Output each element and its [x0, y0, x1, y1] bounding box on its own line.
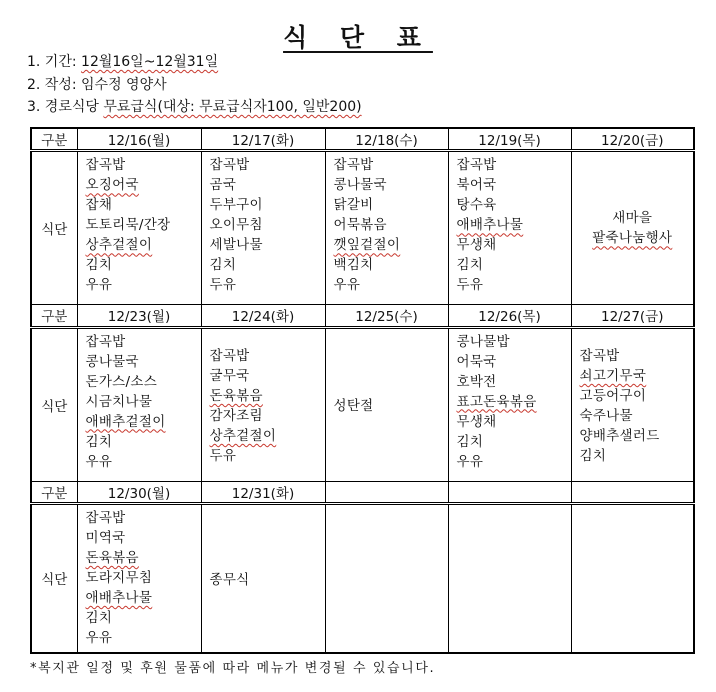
menu-item: 표고돈육볶음 — [456, 393, 537, 410]
menu-item: 탕수육 — [456, 197, 497, 214]
menu-item: 시금치나물 — [85, 393, 153, 410]
menu-item: 두유 — [209, 448, 237, 465]
menu-item: 닭갈비 — [333, 197, 374, 214]
menu-item: 콩나물밥 — [456, 333, 510, 350]
gubun-label: 구분 — [31, 305, 77, 327]
menu-cell — [325, 151, 448, 305]
menu-row — [31, 327, 694, 481]
menu-item: 숙주나물 — [579, 408, 633, 425]
date-cell: 12/26(목) — [448, 305, 571, 327]
info-dining-label: 3. 경로식당 — [27, 99, 104, 115]
date-cell: 12/17(화) — [201, 128, 325, 151]
date-cell: 12/31(화) — [201, 481, 325, 503]
menu-cell — [571, 151, 694, 305]
menu-item: 김치 — [85, 257, 113, 274]
menu-item: 세발나물 — [209, 237, 263, 254]
menu-item: 애배추나물 — [85, 589, 153, 606]
sikdan-label: 식단 — [31, 503, 77, 653]
menu-item: 두유 — [456, 277, 484, 294]
menu-cell — [571, 503, 694, 653]
menu-item: 북어국 — [456, 177, 497, 194]
date-cell — [448, 481, 571, 503]
menu-row — [31, 503, 694, 653]
menu-item: 김치 — [85, 609, 113, 626]
menu-item: 우유 — [85, 629, 113, 646]
menu-item: 오이무침 — [209, 217, 263, 234]
menu-item: 무생채 — [456, 413, 497, 430]
date-cell: 12/24(화) — [201, 305, 325, 327]
gubun-label: 구분 — [31, 128, 77, 151]
menu-item: 우유 — [456, 453, 484, 470]
menu-cell — [325, 503, 448, 653]
info-author: 2. 작성: 임수정 영양사 — [27, 77, 167, 93]
menu-item: 두유 — [209, 277, 237, 294]
sikdan-label: 식단 — [31, 151, 77, 305]
menu-item: 우유 — [85, 277, 113, 294]
menu-item: 잡곡밥 — [209, 348, 250, 365]
menu-item: 애배추겉절이 — [85, 413, 166, 430]
menu-item: 깻잎겉절이 — [333, 237, 401, 254]
menu-item: 김치 — [85, 433, 113, 450]
menu-item: 종무식 — [209, 571, 250, 588]
menu-item: 쇠고기무국 — [579, 368, 647, 385]
menu-item: 잡곡밥 — [579, 348, 620, 365]
menu-cell — [571, 327, 694, 481]
menu-item: 돈가스/소스 — [85, 373, 158, 390]
menu-item: 잡곡밥 — [85, 333, 126, 350]
menu-item: 새마을 — [612, 210, 653, 227]
menu-table — [30, 127, 695, 654]
gubun-label: 구분 — [31, 481, 77, 503]
menu-item: 굴무국 — [209, 368, 250, 385]
menu-cell — [448, 151, 571, 305]
menu-item: 콩나물국 — [333, 177, 387, 194]
menu-item: 잡곡밥 — [209, 157, 250, 174]
header-row — [31, 481, 694, 503]
menu-item: 미역국 — [85, 529, 126, 546]
menu-item: 우유 — [333, 277, 361, 294]
menu-item: 김치 — [579, 448, 607, 465]
menu-item: 돈육볶음 — [209, 388, 263, 405]
menu-item: 상추겉절이 — [209, 428, 277, 445]
date-cell: 12/18(수) — [325, 128, 448, 151]
menu-item: 고등어구이 — [579, 388, 647, 405]
menu-cell — [325, 327, 448, 481]
date-cell — [325, 481, 448, 503]
sikdan-label: 식단 — [31, 327, 77, 481]
menu-item: 돈육볶음 — [85, 549, 139, 566]
menu-item: 애배추나물 — [456, 217, 524, 234]
menu-item: 성탄절 — [333, 398, 374, 415]
date-cell: 12/25(수) — [325, 305, 448, 327]
menu-item: 오징어국 — [85, 177, 139, 194]
menu-item: 상추겉절이 — [85, 237, 153, 254]
info-period-value: 12월16일~12월31일 — [81, 54, 219, 70]
menu-item: 곰국 — [209, 177, 237, 194]
menu-item: 우유 — [85, 453, 113, 470]
menu-cell — [77, 151, 201, 305]
menu-item: 어묵볶음 — [333, 217, 387, 234]
date-cell — [571, 481, 694, 503]
menu-item: 잡채 — [85, 197, 113, 214]
menu-item: 어묵국 — [456, 353, 497, 370]
date-cell: 12/23(월) — [77, 305, 201, 327]
date-cell: 12/30(월) — [77, 481, 201, 503]
menu-item: 호박전 — [456, 373, 497, 390]
menu-cell — [448, 327, 571, 481]
date-cell: 12/27(금) — [571, 305, 694, 327]
date-cell: 12/20(금) — [571, 128, 694, 151]
menu-item: 잡곡밥 — [85, 157, 126, 174]
menu-item: 잡곡밥 — [333, 157, 374, 174]
date-cell: 12/19(목) — [448, 128, 571, 151]
header-row — [31, 305, 694, 327]
menu-item: 도토리묵/간장 — [85, 217, 171, 234]
menu-cell — [201, 503, 325, 653]
date-cell: 12/16(월) — [77, 128, 201, 151]
menu-cell — [77, 503, 201, 653]
info-dining — [27, 98, 362, 117]
menu-cell — [201, 327, 325, 481]
menu-item: 김치 — [209, 257, 237, 274]
info-period-label: 1. 기간: — [27, 54, 82, 70]
menu-cell — [77, 327, 201, 481]
info-period — [27, 53, 218, 72]
menu-item: 팥죽나눔행사 — [592, 230, 673, 247]
menu-item: 감자조림 — [209, 408, 263, 425]
menu-cell — [201, 151, 325, 305]
menu-item: 백김치 — [333, 257, 374, 274]
menu-item: 도라지무침 — [85, 569, 153, 586]
menu-row — [31, 151, 694, 305]
header-row — [31, 128, 694, 151]
menu-item: 김치 — [456, 433, 484, 450]
menu-item: 콩나물국 — [85, 353, 139, 370]
footnote: *복지관 일정 및 후원 물품에 따라 메뉴가 변경될 수 있습니다. — [30, 661, 436, 676]
menu-item: 잡곡밥 — [456, 157, 497, 174]
menu-item: 두부구이 — [209, 197, 263, 214]
menu-item: 양배추샐러드 — [579, 428, 660, 445]
menu-item: 무생채 — [456, 237, 497, 254]
page-title: 식 단 표 — [283, 23, 433, 52]
menu-item: 김치 — [456, 257, 484, 274]
menu-item: 잡곡밥 — [85, 509, 126, 526]
menu-cell — [448, 503, 571, 653]
info-dining-value: 무료급식(대상: 무료급식자100, 일반200) — [103, 99, 362, 115]
